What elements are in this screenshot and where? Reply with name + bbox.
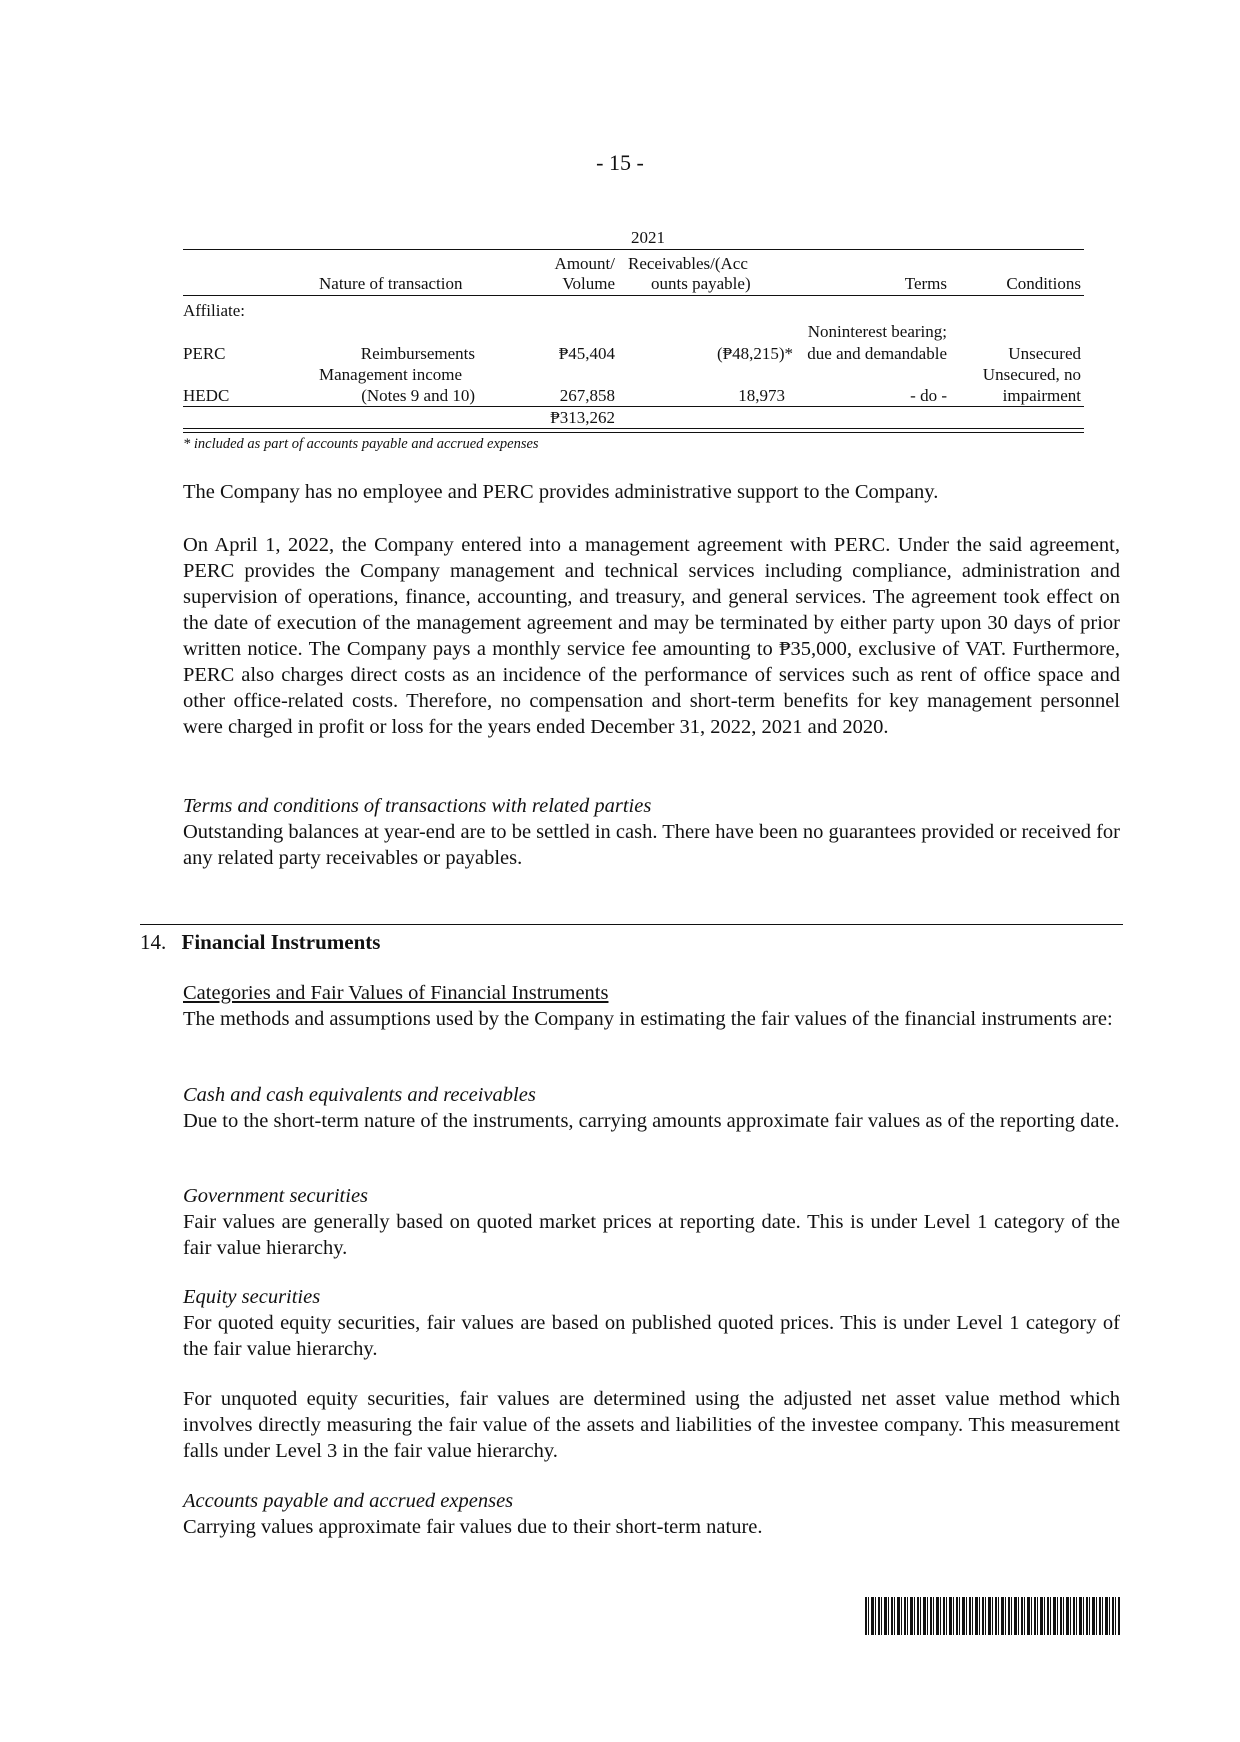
paragraph-no-employee: The Company has no employee and PERC provides administrative support to the Company. bbox=[183, 481, 939, 503]
section-heading bbox=[140, 930, 380, 955]
equity-heading: Equity securities bbox=[183, 1286, 321, 1308]
gov-heading: Government securities bbox=[183, 1185, 369, 1207]
header-receivables-2: ounts payable) bbox=[651, 274, 751, 293]
row-hedc-entity: HEDC bbox=[183, 386, 230, 405]
row-hedc-receivable: 18,973 bbox=[738, 386, 785, 405]
row-hedc-nature-1: Management income bbox=[319, 365, 463, 384]
header-amount-2: Volume bbox=[562, 274, 615, 293]
row-hedc-nature-2: (Notes 9 and 10) bbox=[361, 386, 475, 405]
barcode-icon bbox=[865, 1597, 1120, 1635]
table-rule-header bbox=[183, 295, 1084, 296]
row-perc-conditions: Unsecured bbox=[1008, 344, 1081, 363]
section-title: Financial Instruments bbox=[181, 930, 381, 954]
header-nature: Nature of transaction bbox=[319, 274, 463, 293]
table-footnote: * included as part of accounts payable and accrued expenses bbox=[183, 436, 539, 452]
table-total: ₱313,262 bbox=[550, 408, 615, 427]
header-receivables-1: Receivables/(Acc bbox=[628, 254, 748, 273]
header-terms: Terms bbox=[904, 274, 947, 293]
section-rule bbox=[140, 924, 1123, 925]
row-hedc-conditions-1: Unsecured, no bbox=[982, 365, 1081, 384]
row-perc-entity: PERC bbox=[183, 344, 226, 363]
ap-heading: Accounts payable and accrued expenses bbox=[183, 1490, 514, 1512]
header-conditions: Conditions bbox=[1006, 274, 1081, 293]
row-perc-terms-2: due and demandable bbox=[807, 344, 947, 363]
equity-body: For quoted equity securities, fair values are based on published quoted prices. This is under Level 1 category of the fair value hierarchy. bbox=[183, 1312, 1120, 1360]
table-rule-subtotal bbox=[183, 406, 1084, 407]
row-perc-terms-1: Noninterest bearing; bbox=[807, 322, 947, 341]
ap-body: Carrying values approximate fair values due to their short-term nature. bbox=[183, 1516, 763, 1538]
cash-body: Due to the short-term nature of the instruments, carrying amounts approximate fair values as of the reporting date. bbox=[183, 1110, 1120, 1132]
table-rule-double-1 bbox=[183, 428, 1084, 429]
row-hedc-conditions-2: impairment bbox=[1002, 386, 1081, 405]
row-perc-nature: Reimbursements bbox=[360, 344, 475, 363]
categories-subheading: Categories and Fair Values of Financial Instruments bbox=[183, 982, 609, 1004]
categories-intro: The methods and assumptions used by the Company in estimating the fair values of the financial instruments are: bbox=[183, 1008, 1113, 1030]
paragraph-management-agreement: On April 1, 2022, the Company entered into a management agreement with PERC. Under the said agreement, PERC provides the Company management and technical services including compliance, administration and supervision of operations, finance, accounting, and treasury, and general services. The agreement took effect on the date of execution of the management agreement and may be terminated by either party upon 30 days of prior written notice. The Company pays a monthly service fee amounting to ₱35,000, exclusive of VAT. Furthermore, PERC also charges direct costs as an incidence of the performance of services such as rent of office space and other office-related costs. Therefore, no compensation and short-term benefits for key management personnel were charged in profit or loss for the years ended December 31, 2022, 2021 and 2020. bbox=[183, 534, 1120, 738]
row-perc-amount: ₱45,404 bbox=[558, 344, 615, 363]
unquoted-body: For unquoted equity securities, fair values are determined using the adjusted net asset value method which involves directly measuring the fair value of the assets and liabilities of the investee company. This measurement falls under Level 3 in the fair value hierarchy. bbox=[183, 1388, 1120, 1462]
group-label: Affiliate: bbox=[183, 301, 245, 320]
section-number: 14. bbox=[140, 930, 167, 954]
table-rule-double-2 bbox=[183, 432, 1084, 433]
table-rule-top bbox=[183, 249, 1084, 250]
terms-heading: Terms and conditions of transactions with related parties bbox=[183, 795, 652, 817]
row-perc-receivable: (₱48,215)* bbox=[716, 344, 793, 363]
row-hedc-amount: 267,858 bbox=[559, 386, 615, 405]
page-number: - 15 - bbox=[596, 150, 644, 175]
gov-body: Fair values are generally based on quoted market prices at reporting date. This is under Level 1 category of the fair value hierarchy. bbox=[183, 1211, 1120, 1259]
amount-underline bbox=[533, 406, 615, 407]
cash-heading: Cash and cash equivalents and receivables bbox=[183, 1084, 536, 1106]
table-year-header: 2021 bbox=[631, 228, 665, 247]
header-amount-1: Amount/ bbox=[554, 254, 615, 273]
row-hedc-terms: - do - bbox=[910, 386, 947, 405]
terms-body: Outstanding balances at year-end are to be settled in cash. There have been no guarantees provided or received for any related party receivables or payables. bbox=[183, 821, 1120, 869]
